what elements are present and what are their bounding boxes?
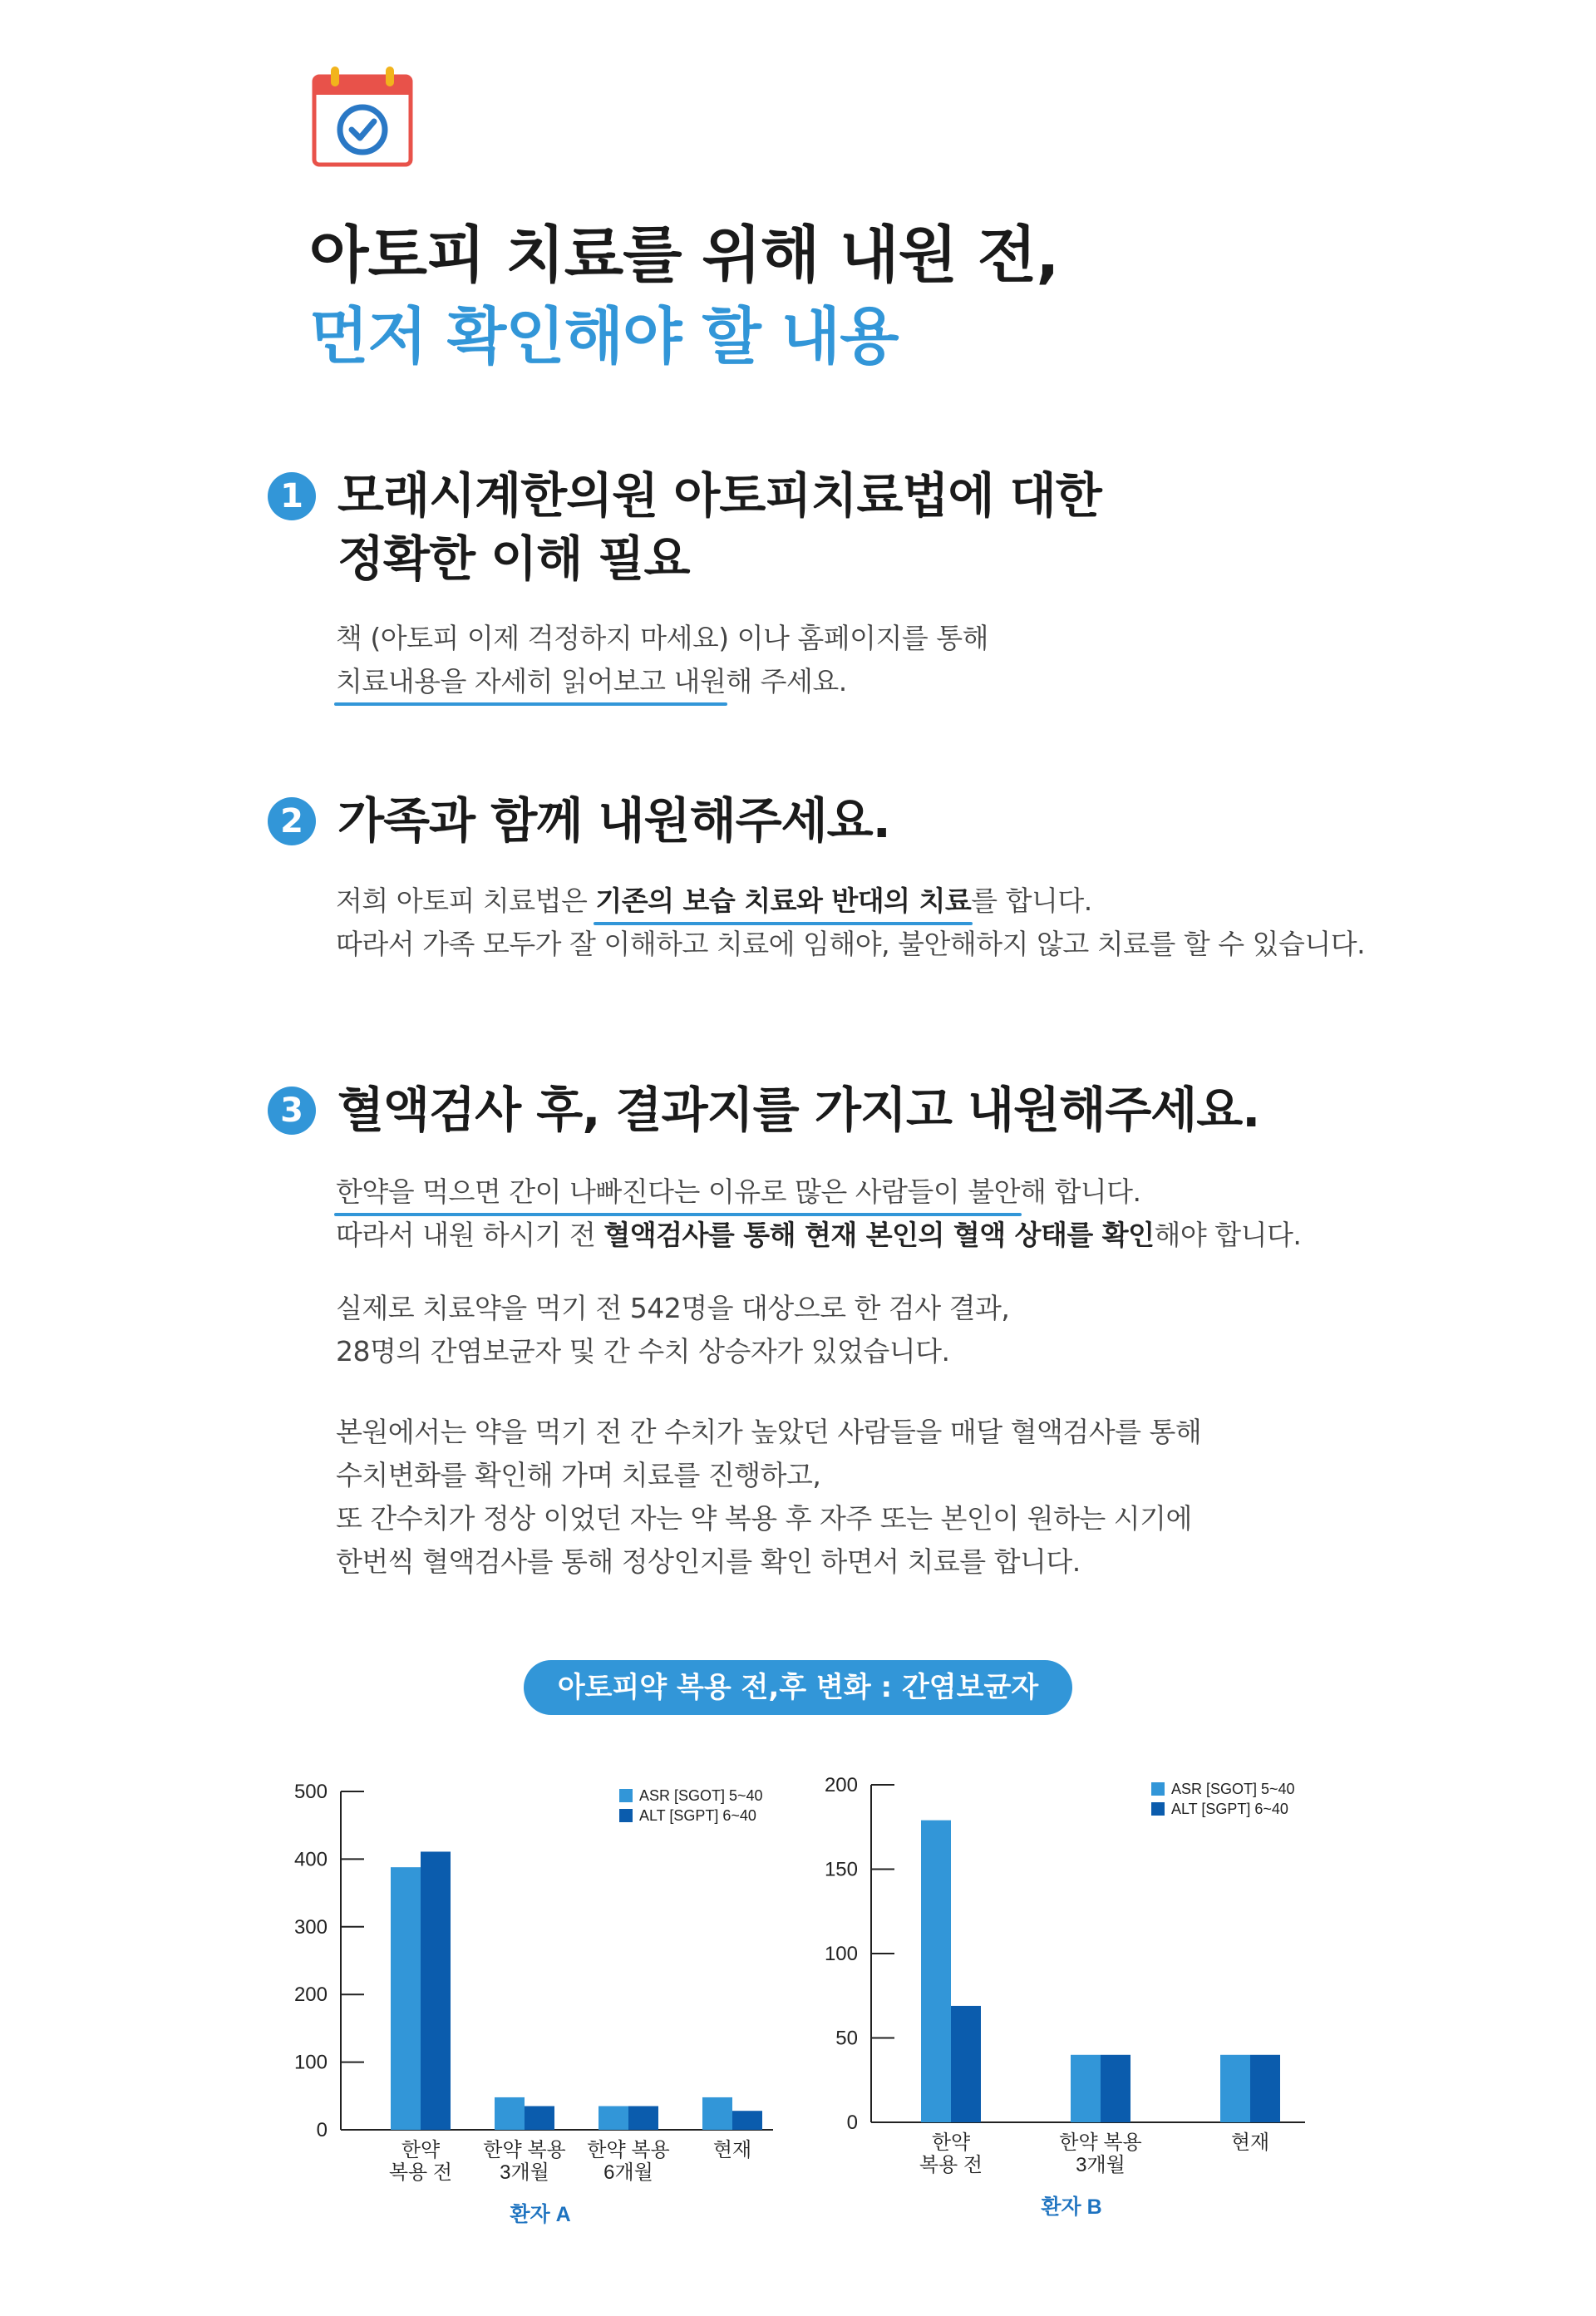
page-title-line2: 먼저 확인해야 할 내용 xyxy=(309,301,899,372)
bar xyxy=(1220,2055,1250,2122)
bar xyxy=(702,2097,732,2130)
x-tick-label: 한약 복용 xyxy=(1059,2131,1142,2154)
x-tick-label: 6개월 xyxy=(603,2161,653,2184)
legend-label: ALT [SGPT] 6~40 xyxy=(1171,1801,1288,1817)
x-tick-label: 복용 전 xyxy=(388,2161,453,2184)
y-tick-label: 0 xyxy=(316,2119,328,2141)
y-tick-label: 50 xyxy=(835,2027,858,2050)
x-tick-label: 한약 복용 xyxy=(483,2139,566,2161)
bar xyxy=(391,1867,421,2130)
highlight-underline: 한약을 먹으면 간이 나빠진다는 이유로 많은 사람들이 불안 xyxy=(336,1170,1020,1214)
x-tick-label: 한약 xyxy=(931,2131,971,2154)
section-number-badge: 1 xyxy=(268,472,316,520)
y-tick-label: 100 xyxy=(293,2051,328,2074)
legend-swatch xyxy=(619,1809,633,1822)
y-tick-label: 200 xyxy=(293,1983,328,2007)
bar xyxy=(732,2111,762,2130)
section-3-body: 한약을 먹으면 간이 나빠진다는 이유로 많은 사람들이 불안해 합니다. 따라서 내원 하시기 전 혈액검사를 통해 현재 본인의 혈액 상태를 확인해야 합니다. 실제로 치료약을 먹기 전 542명을 대상으로 한 검사 결과, 28명의 간염보균자 및 간 수치 상승자가 있었습니다. 본원에서는 약을 먹기 전 간 수치가 높았던 사람들을 매달 혈액검사를 통해 수치변화를 확인해 가며 치료를 진행하고, 또 간수치가 정상 이었던 자는 약 복용 후 자주 또는 본인이 원하는 시기에 한번씩 혈액검사를 통해 정상인지를 확인 하면서 치료를 합니다. xyxy=(336,1170,1301,1584)
x-tick-label: 한약 복용 xyxy=(587,2139,670,2161)
y-tick-label: 300 xyxy=(293,1915,328,1939)
x-tick-label: 한약 xyxy=(401,2139,441,2161)
bar xyxy=(951,2006,981,2122)
y-tick-label: 150 xyxy=(824,1858,858,1881)
bar-charts xyxy=(0,1737,1596,2236)
bar xyxy=(921,1821,951,2122)
page-title-line1: 아토피 치료를 위해 내원 전, xyxy=(309,219,1059,291)
section-2-heading xyxy=(268,789,890,852)
legend-label: ALT [SGPT] 6~40 xyxy=(639,1807,756,1824)
section-3-title: 혈액검사 후, 결과지를 가지고 내원해주세요. xyxy=(337,1082,1260,1138)
bar xyxy=(421,1851,451,2130)
x-tick-label: 3개월 xyxy=(500,2161,549,2184)
x-tick-label: 복용 전 xyxy=(919,2154,983,2176)
legend-label: ASR [SGOT] 5~40 xyxy=(1171,1781,1295,1797)
legend-swatch xyxy=(619,1789,633,1802)
x-tick-label: 현재 xyxy=(1230,2131,1270,2154)
x-tick-label: 3개월 xyxy=(1076,2154,1126,2176)
y-tick-label: 500 xyxy=(293,1781,328,1803)
x-axis-label: 환자 A xyxy=(510,2203,571,2226)
x-tick-label: 현재 xyxy=(712,2139,752,2161)
page-title xyxy=(309,214,1059,377)
section-1-title: 모래시계한의원 아토피치료법에 대한 정확한 이해 필요 xyxy=(337,467,1101,587)
y-tick-label: 100 xyxy=(824,1943,858,1965)
legend-swatch xyxy=(1151,1802,1165,1816)
x-axis-label: 환자 B xyxy=(1041,2195,1102,2219)
section-number-badge: 3 xyxy=(268,1087,316,1135)
section-3-heading xyxy=(268,1078,1259,1141)
bar xyxy=(598,2107,628,2130)
highlight-underline: 치료내용을 자세히 읽어보고 내원 xyxy=(336,660,726,703)
bar xyxy=(628,2107,658,2130)
calendar-check-icon xyxy=(309,65,416,171)
highlight-underline: 기존의 보습 치료와 반대의 치료 xyxy=(595,880,971,923)
legend-swatch xyxy=(1151,1782,1165,1796)
bar xyxy=(1101,2055,1130,2122)
section-2-body: 저희 아토피 치료법은 기존의 보습 치료와 반대의 치료를 합니다. 따라서 가족 모두가 잘 이해하고 치료에 임해야, 불안해하지 않고 치료를 할 수 있습니다. xyxy=(336,880,1365,966)
bar xyxy=(1250,2055,1280,2122)
bar xyxy=(525,2107,554,2130)
section-number-badge: 2 xyxy=(268,797,316,845)
bar xyxy=(495,2097,525,2130)
chart-section-title: 아토피약 복용 전,후 변화 : 간염보균자 xyxy=(524,1660,1072,1715)
section-1-heading xyxy=(268,464,1101,590)
bar xyxy=(1071,2055,1101,2122)
legend-label: ASR [SGOT] 5~40 xyxy=(639,1787,763,1804)
y-tick-label: 400 xyxy=(293,1848,328,1871)
y-tick-label: 200 xyxy=(824,1774,858,1796)
y-tick-label: 0 xyxy=(846,2112,858,2134)
section-2-title: 가족과 함께 내원해주세요. xyxy=(337,792,890,849)
section-1-body: 책 (아토피 이제 걱정하지 마세요) 이나 홈페이지를 통해 치료내용을 자세히 읽어보고 내원해 주세요. xyxy=(336,617,988,703)
